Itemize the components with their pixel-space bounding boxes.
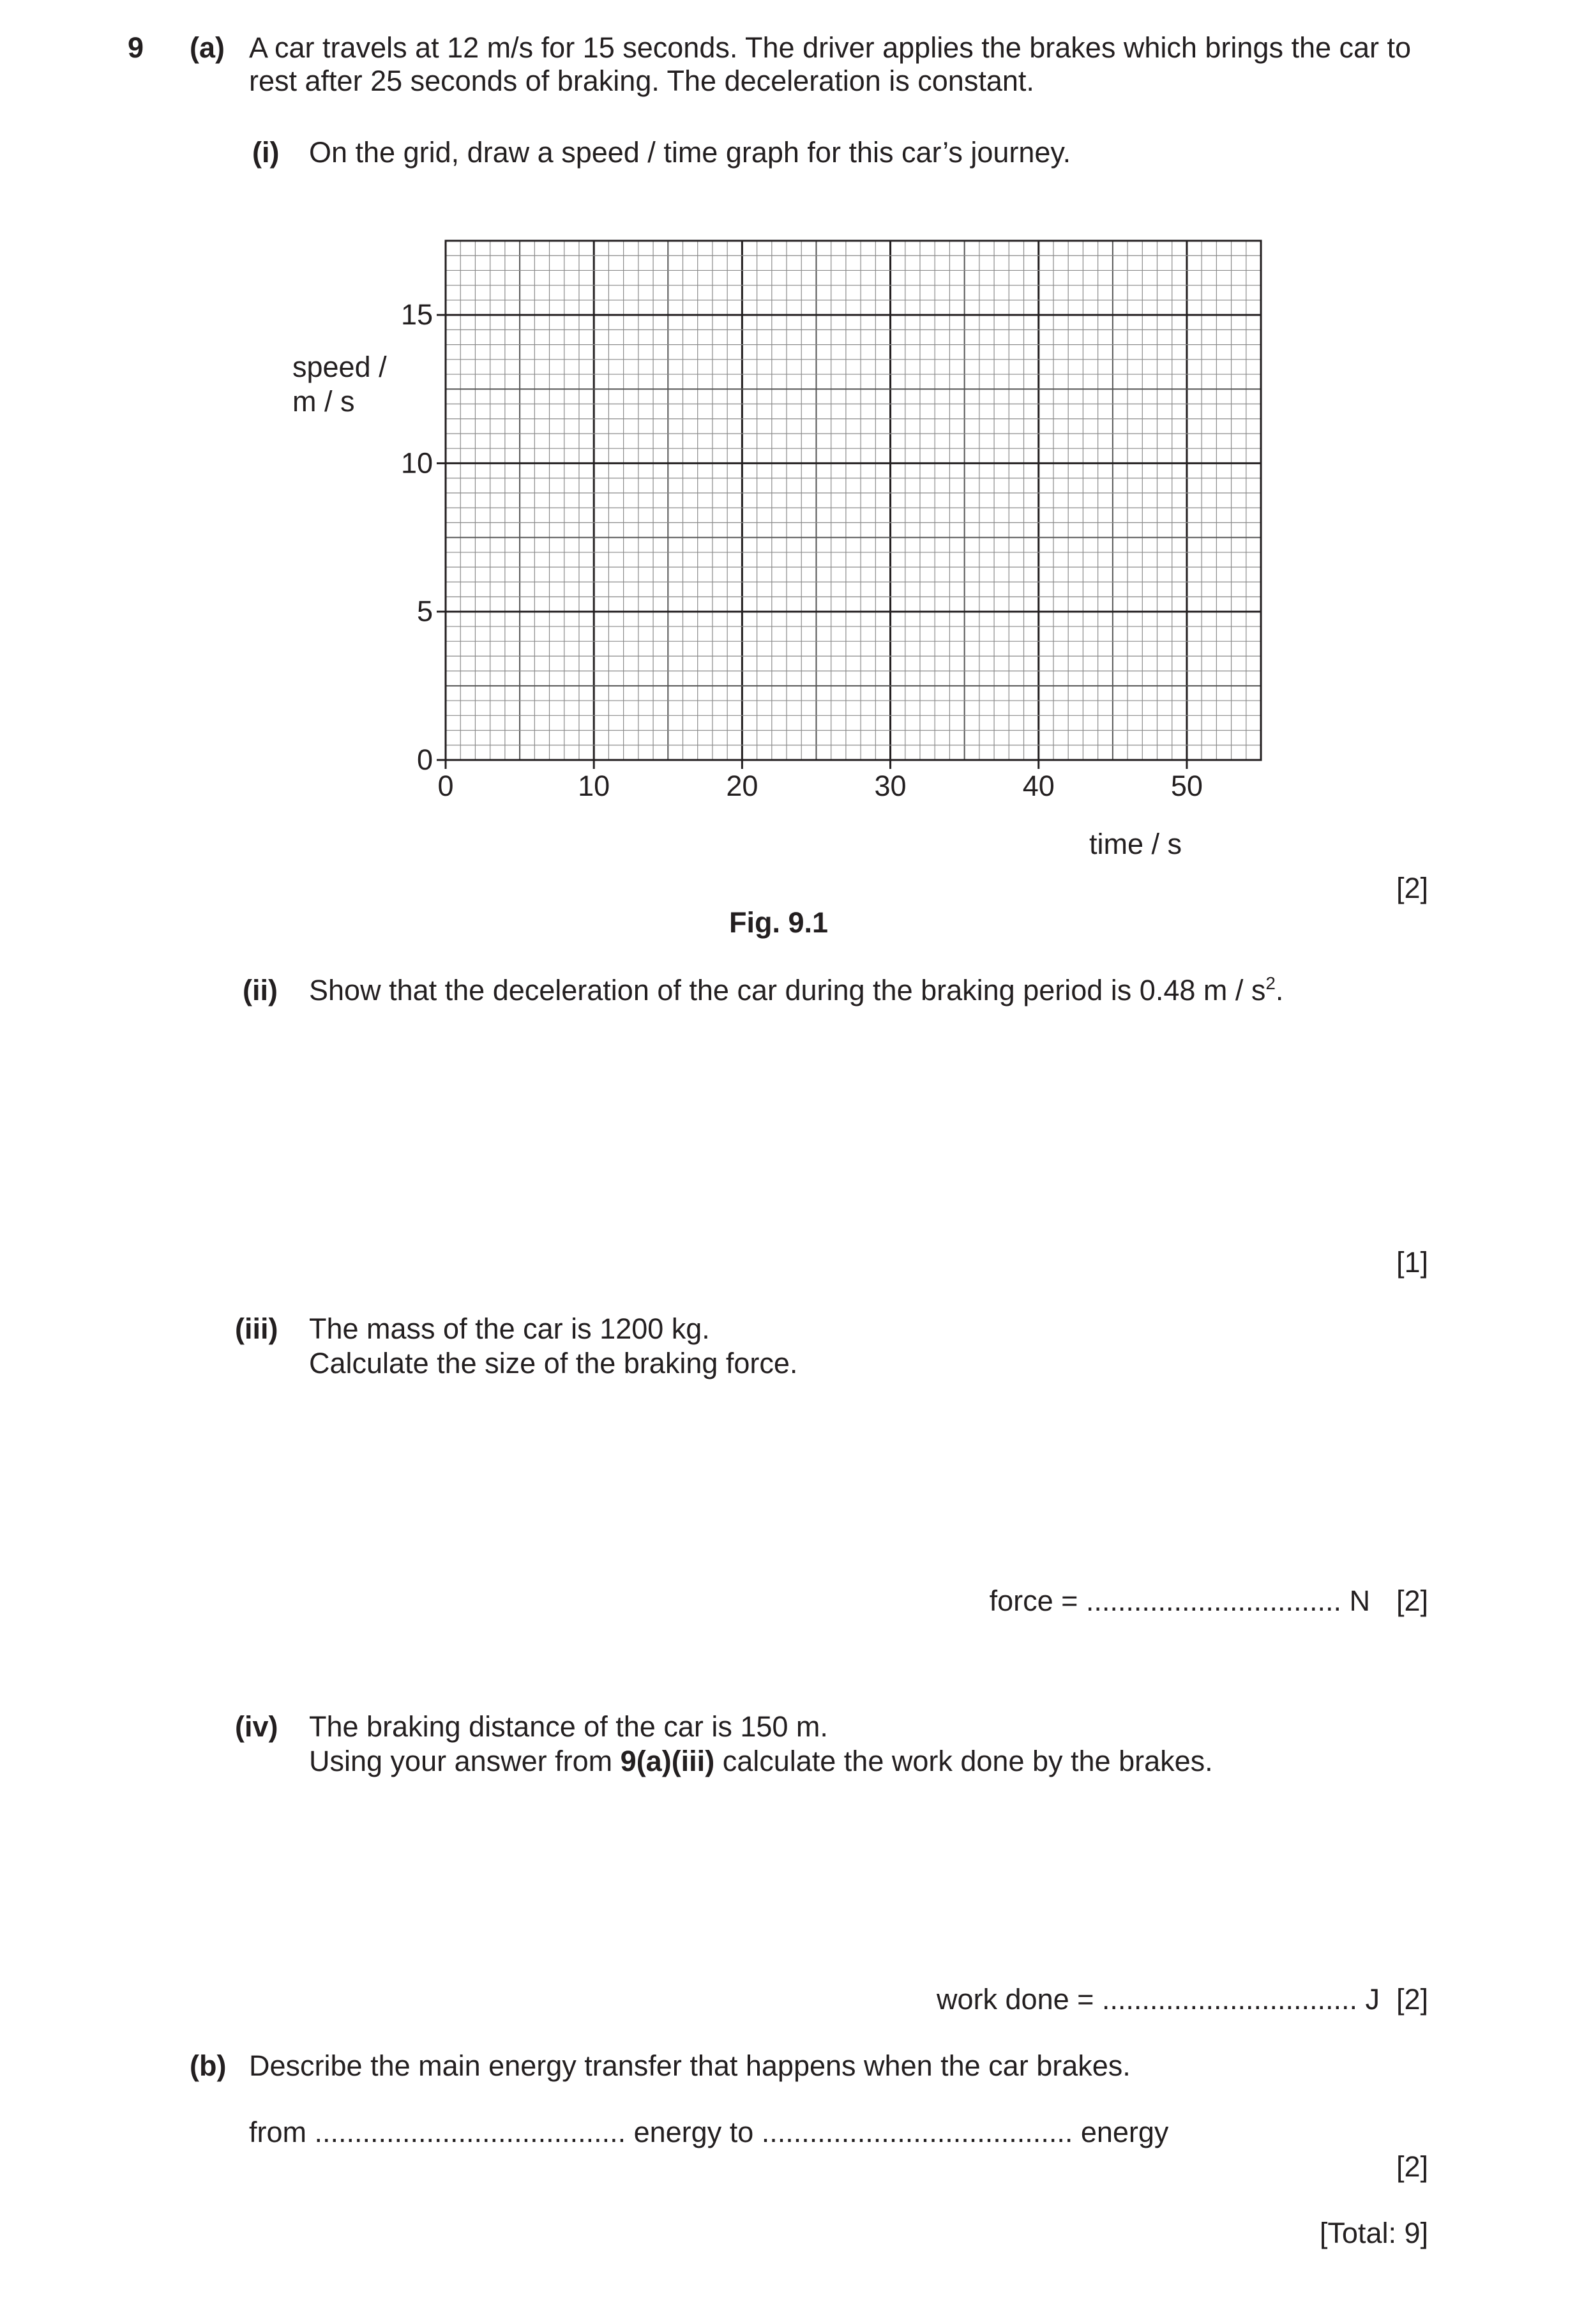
y-axis-label-line1: speed / bbox=[292, 351, 387, 383]
subpart-iv-line2-pre: Using your answer from bbox=[309, 1745, 621, 1777]
y-tick-label: 0 bbox=[416, 743, 433, 776]
question-total: [Total: 9] bbox=[1319, 2217, 1428, 2249]
subpart-iii-line1: The mass of the car is 1200 kg. bbox=[309, 1312, 710, 1345]
y-tick-label: 5 bbox=[416, 595, 433, 628]
y-tick-label: 10 bbox=[400, 446, 433, 480]
x-tick-label: 30 bbox=[874, 770, 907, 802]
subpart-iii-marks: [2] bbox=[1396, 1584, 1428, 1617]
plot-frame bbox=[446, 241, 1261, 760]
work-done-answer-line[interactable]: work done = ................................ J bbox=[937, 1983, 1380, 2016]
subpart-i-marks: [2] bbox=[1396, 872, 1428, 904]
subpart-ii-text bbox=[309, 973, 1283, 1007]
subpart-iv-marks: [2] bbox=[1396, 1983, 1428, 2016]
question-number: 9 bbox=[128, 31, 144, 64]
subpart-iv-line2-post: calculate the work done by the brakes. bbox=[714, 1745, 1213, 1777]
part-a-line1: A car travels at 12 m/s for 15 seconds. The driver applies the brakes which brings the car to bbox=[249, 31, 1412, 64]
subpart-iv-line1: The braking distance of the car is 150 m. bbox=[309, 1710, 828, 1743]
subpart-ii-period: . bbox=[1275, 974, 1284, 1006]
x-tick-label: 20 bbox=[726, 770, 758, 802]
x-tick-label: 10 bbox=[578, 770, 610, 802]
subpart-ii-text-main: Show that the deceleration of the car during the braking period is 0.48 m / s bbox=[309, 974, 1266, 1006]
part-b-text: Describe the main energy transfer that happens when the car brakes. bbox=[249, 2049, 1131, 2082]
x-tick-label: 0 bbox=[437, 770, 454, 802]
subpart-ii-marks: [1] bbox=[1396, 1246, 1428, 1279]
part-a-label: (a) bbox=[190, 31, 225, 64]
subpart-iv-label: (iv) bbox=[235, 1710, 278, 1743]
subpart-iv-line2 bbox=[309, 1744, 1213, 1778]
x-tick-label: 40 bbox=[1022, 770, 1055, 802]
subpart-iv-reference: 9(a)(iii) bbox=[620, 1745, 715, 1777]
subpart-i-label: (i) bbox=[252, 136, 280, 169]
x-axis-label: time / s bbox=[1089, 828, 1182, 860]
y-axis-label-line2: m / s bbox=[292, 385, 355, 418]
squared-superscript: 2 bbox=[1265, 973, 1276, 994]
subpart-ii-label: (ii) bbox=[243, 974, 278, 1006]
part-b-marks: [2] bbox=[1396, 2150, 1428, 2183]
energy-transfer-answer-line[interactable]: from ....................................... energy to ....................................... energy bbox=[249, 2116, 1169, 2148]
subpart-i-text: On the grid, draw a speed / time graph for this car’s journey. bbox=[309, 136, 1071, 169]
force-answer-line[interactable]: force = ................................ N bbox=[989, 1584, 1370, 1617]
subpart-iii-line2: Calculate the size of the braking force. bbox=[309, 1347, 798, 1379]
part-a-line2: rest after 25 seconds of braking. The deceleration is constant. bbox=[249, 65, 1034, 97]
speed-time-grid[interactable] bbox=[0, 0, 1584, 926]
figure-caption: Fig. 9.1 bbox=[729, 906, 829, 939]
subpart-iii-label: (iii) bbox=[235, 1312, 278, 1345]
x-tick-label: 50 bbox=[1170, 770, 1203, 802]
y-tick-label: 15 bbox=[400, 298, 433, 331]
part-b-label: (b) bbox=[190, 2049, 227, 2082]
grid-lines bbox=[446, 241, 1261, 760]
